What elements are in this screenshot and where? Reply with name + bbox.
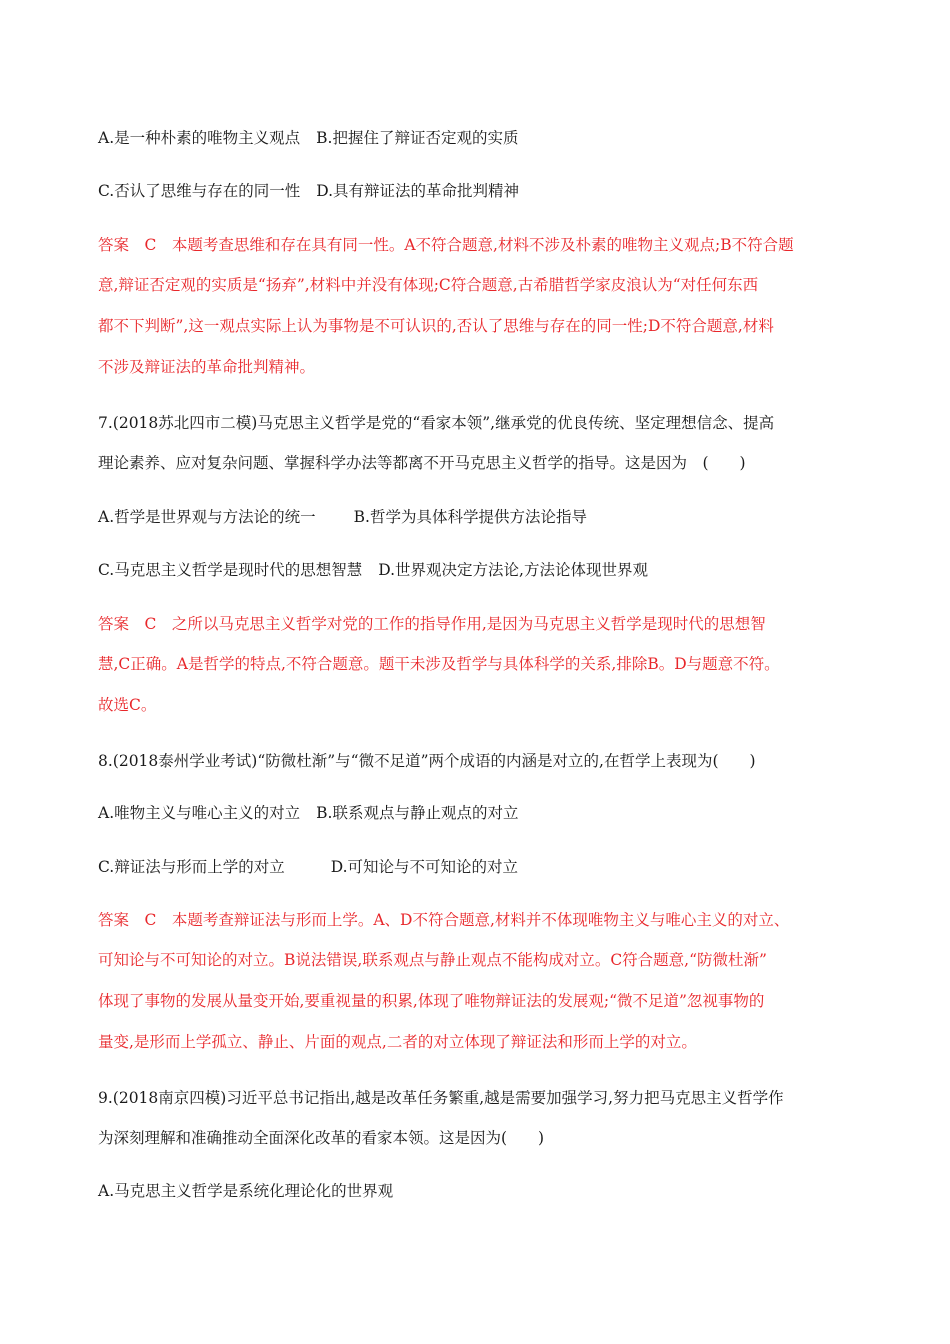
q8-option-d: D.可知论与不可知论的对立 xyxy=(330,858,519,876)
q6-option-a: A.是一种朴素的唯物主义观点 xyxy=(98,129,301,147)
q8-answer-line: 量变,是形而上学孤立、静止、片面的观点,二者的对立体现了辩证法和形而上学的对立。 xyxy=(98,1033,697,1051)
q7-stem-line: 理论素养、应对复杂问题、掌握科学办法等都离不开马克思主义哲学的指导。这是因为 ( ) xyxy=(98,454,746,472)
q6-options-row-1 xyxy=(98,128,518,148)
q8-stem-line: 8.(2018泰州学业考试)“防微杜渐”与“微不足道”两个成语的内涵是对立的,在哲学上表现为( ) xyxy=(98,752,756,770)
q8-answer-line: 体现了事物的发展从量变开始,要重视量的积累,体现了唯物辩证法的发展观;“微不足道”忽视事物的 xyxy=(98,992,765,1010)
q7-answer-line: 故选C。 xyxy=(98,696,157,714)
q7-option-b: B.哲学为具体科学提供方法论指导 xyxy=(353,508,587,526)
q6-answer-line: 答案 C 本题考查思维和存在具有同一性。A不符合题意,材料不涉及朴素的唯物主义观点;B不符合题 xyxy=(98,236,794,254)
q7-answer-line: 慧,C正确。A是哲学的特点,不符合题意。题干未涉及哲学与具体科学的关系,排除B。D与题意不符。 xyxy=(98,655,780,673)
q7-answer-line: 答案 C 之所以马克思主义哲学对党的工作的指导作用,是因为马克思主义哲学是现时代的思想智 xyxy=(98,615,766,633)
q7-option-d: D.世界观决定方法论,方法论体现世界观 xyxy=(378,561,648,579)
q6-option-b: B.把握住了辩证否定观的实质 xyxy=(316,129,519,147)
q9-stem-line: 为深刻理解和准确推动全面深化改革的看家本领。这是因为( ) xyxy=(98,1129,545,1147)
q8-options-row-2 xyxy=(98,857,518,877)
q7-option-a: A.哲学是世界观与方法论的统一 xyxy=(98,508,316,526)
q6-options-row-2 xyxy=(98,181,519,201)
q7-options-row-2 xyxy=(98,560,648,580)
q6-option-d: D.具有辩证法的革命批判精神 xyxy=(316,182,520,200)
q6-answer-line: 都不下判断”,这一观点实际上认为事物是不可认识的,否认了思维与存在的同一性;D不符合题意,材料 xyxy=(98,317,774,335)
q9-stem-line: 9.(2018南京四模)习近平总书记指出,越是改革任务繁重,越是需要加强学习,努力把马克思主义哲学作 xyxy=(98,1089,784,1107)
q8-option-c: C.辩证法与形而上学的对立 xyxy=(98,858,285,876)
q8-answer-line: 可知论与不可知论的对立。B说法错误,联系观点与静止观点不能构成对立。C符合题意,“防微杜渐” xyxy=(98,951,767,969)
q7-option-c: C.马克思主义哲学是现时代的思想智慧 xyxy=(98,561,363,579)
q7-stem-line: 7.(2018苏北四市二模)马克思主义哲学是党的“看家本领”,继承党的优良传统、坚定理想信念、提高 xyxy=(98,414,775,432)
q6-option-c: C.否认了思维与存在的同一性 xyxy=(98,182,301,200)
q8-options-row-1 xyxy=(98,803,518,823)
q8-option-a: A.唯物主义与唯心主义的对立 xyxy=(98,804,301,822)
q8-answer-line: 答案 C 本题考查辩证法与形而上学。A、D不符合题意,材料并不体现唯物主义与唯心主义的对立、 xyxy=(98,911,790,929)
q6-answer-line: 意,辩证否定观的实质是“扬弃”,材料中并没有体现;C符合题意,古希腊哲学家皮浪认为“对任何东西 xyxy=(98,276,759,294)
q9-option-a: A.马克思主义哲学是系统化理论化的世界观 xyxy=(98,1182,394,1200)
q6-answer-line: 不涉及辩证法的革命批判精神。 xyxy=(98,358,316,376)
q7-options-row-1 xyxy=(98,507,587,527)
q8-option-b: B.联系观点与静止观点的对立 xyxy=(316,804,519,822)
